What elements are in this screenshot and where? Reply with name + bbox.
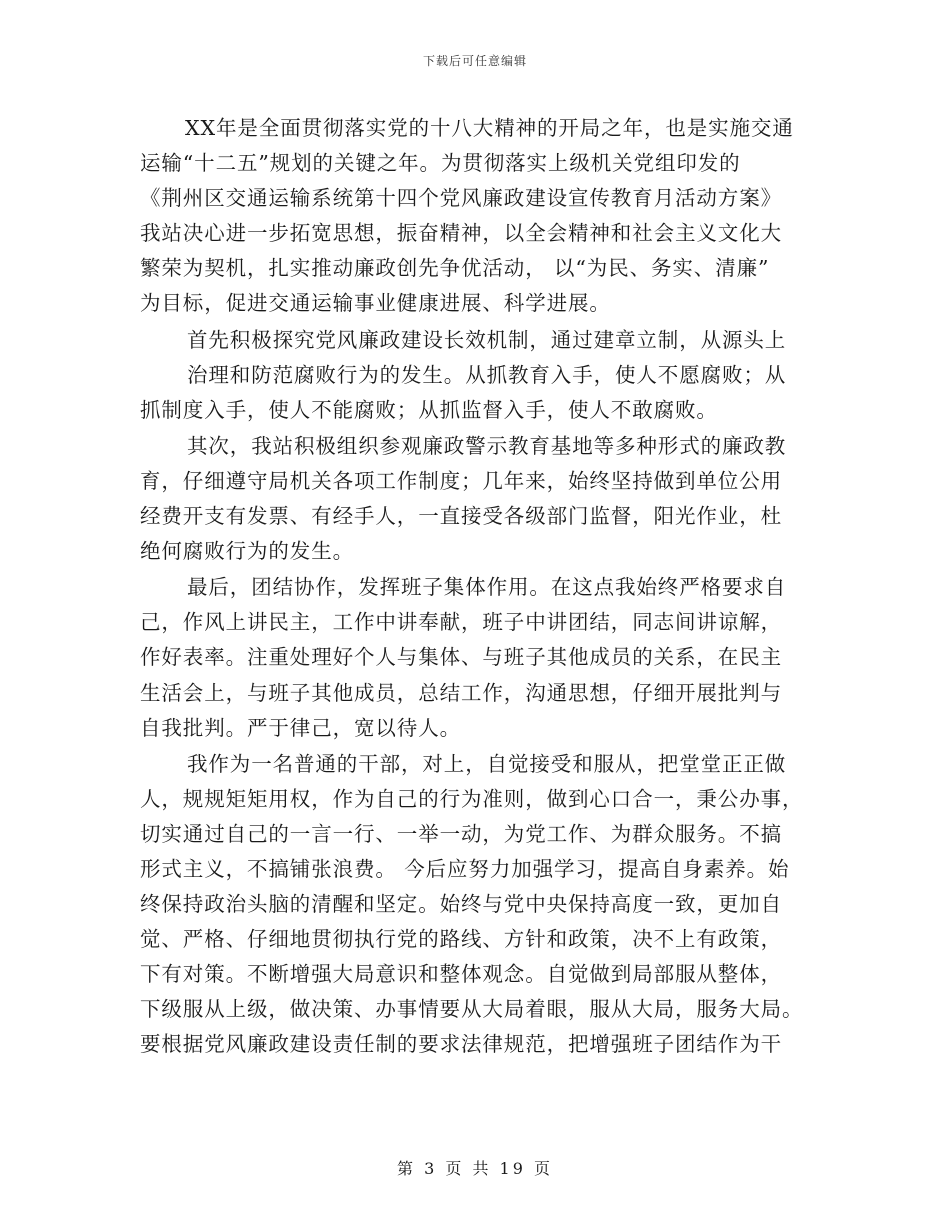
body-line: 我站决心进一步拓宽思想，振奋精神，以全会精神和社会主义文化大 [140,221,782,246]
body-line: 首先积极探究党风廉政建设长效机制，通过建章立制，从源头上 [187,327,787,352]
body-line: 觉、严格、仔细地贯彻执行党的路线、方针和政策，决不上有政策， [140,927,782,952]
body-line: 形式主义，不搞铺张浪费。 今后应努力加强学习，提高自身素养。始 [140,856,790,881]
body-line: 繁荣为契机，扎实推动廉政创先争优活动， 以“为民、务实、清廉” [140,256,770,281]
body-line: 己，作风上讲民主，工作中讲奉献，班子中讲团结，同志间讲谅解， [140,610,782,635]
body-line: 育，仔细遵守局机关各项工作制度；几年来，始终坚持做到单位公用 [140,468,782,493]
body-line: 其次，我站积极组织参观廉政警示教育基地等多种形式的廉政教 [187,433,787,458]
body-line: 《荆州区交通运输系统第十四个党风廉政建设宣传教育月活动方案》 [140,186,782,211]
document-body [140,111,810,1063]
page-header-note: 下载后可任意编辑 [422,54,527,68]
body-line: 我作为一名普通的干部，对上，自觉接受和服从，把堂堂正正做 [187,751,787,776]
body-line: 要根据党风廉政建设责任制的要求法律规范，把增强班子团结作为干 [140,1032,782,1057]
body-line: 人，规规矩矩用权，作为自己的行为准则，做到心口合一，秉公办事， [140,786,804,811]
body-line: 运输“十二五”规划的关键之年。为贯彻落实上级机关党组印发的 [140,151,741,176]
body-line: 切实通过自己的一言一行、一举一动，为党工作、为群众服务。不搞 [140,821,782,846]
body-line: 终保持政治头脑的清醒和坚定。始终与党中央保持高度一致，更加自 [140,892,782,917]
body-line: 生活会上，与班子其他成员，总结工作，沟通思想，仔细开展批判与 [140,680,782,705]
body-line: 抓制度入手，使人不能腐败；从抓监督入手，使人不敢腐败。 [140,397,718,422]
body-line: XX年是全面贯彻落实党的十八大精神的开局之年，也是实施交通 [185,116,794,140]
body-line: 治理和防范腐败行为的发生。从抓教育入手，使人不愿腐败；从 [187,362,787,387]
body-line: 下有对策。不断增强大局意识和整体观念。自觉做到局部服从整体， [140,962,782,987]
body-line: 为目标，促进交通运输事业健康进展、科学进展。 [140,291,611,316]
page-number-footer: 第 3 页 共 19 页 [397,1159,553,1178]
body-line: 下级服从上级，做决策、办事情要从大局着眼，服从大局，服务大局。 [140,997,804,1022]
body-line: 自我批判。严于律己，宽以待人。 [140,715,461,740]
body-line: 经费开支有发票、有经手人，一直接受各级部门监督，阳光作业，杜 [140,504,782,529]
body-line: 作好表率。注重处理好个人与集体、与班子其他成员的关系，在民主 [140,645,782,670]
body-line: 最后，团结协作，发挥班子集体作用。在这点我始终严格要求自 [187,575,787,600]
body-line: 绝何腐败行为的发生。 [140,539,354,564]
